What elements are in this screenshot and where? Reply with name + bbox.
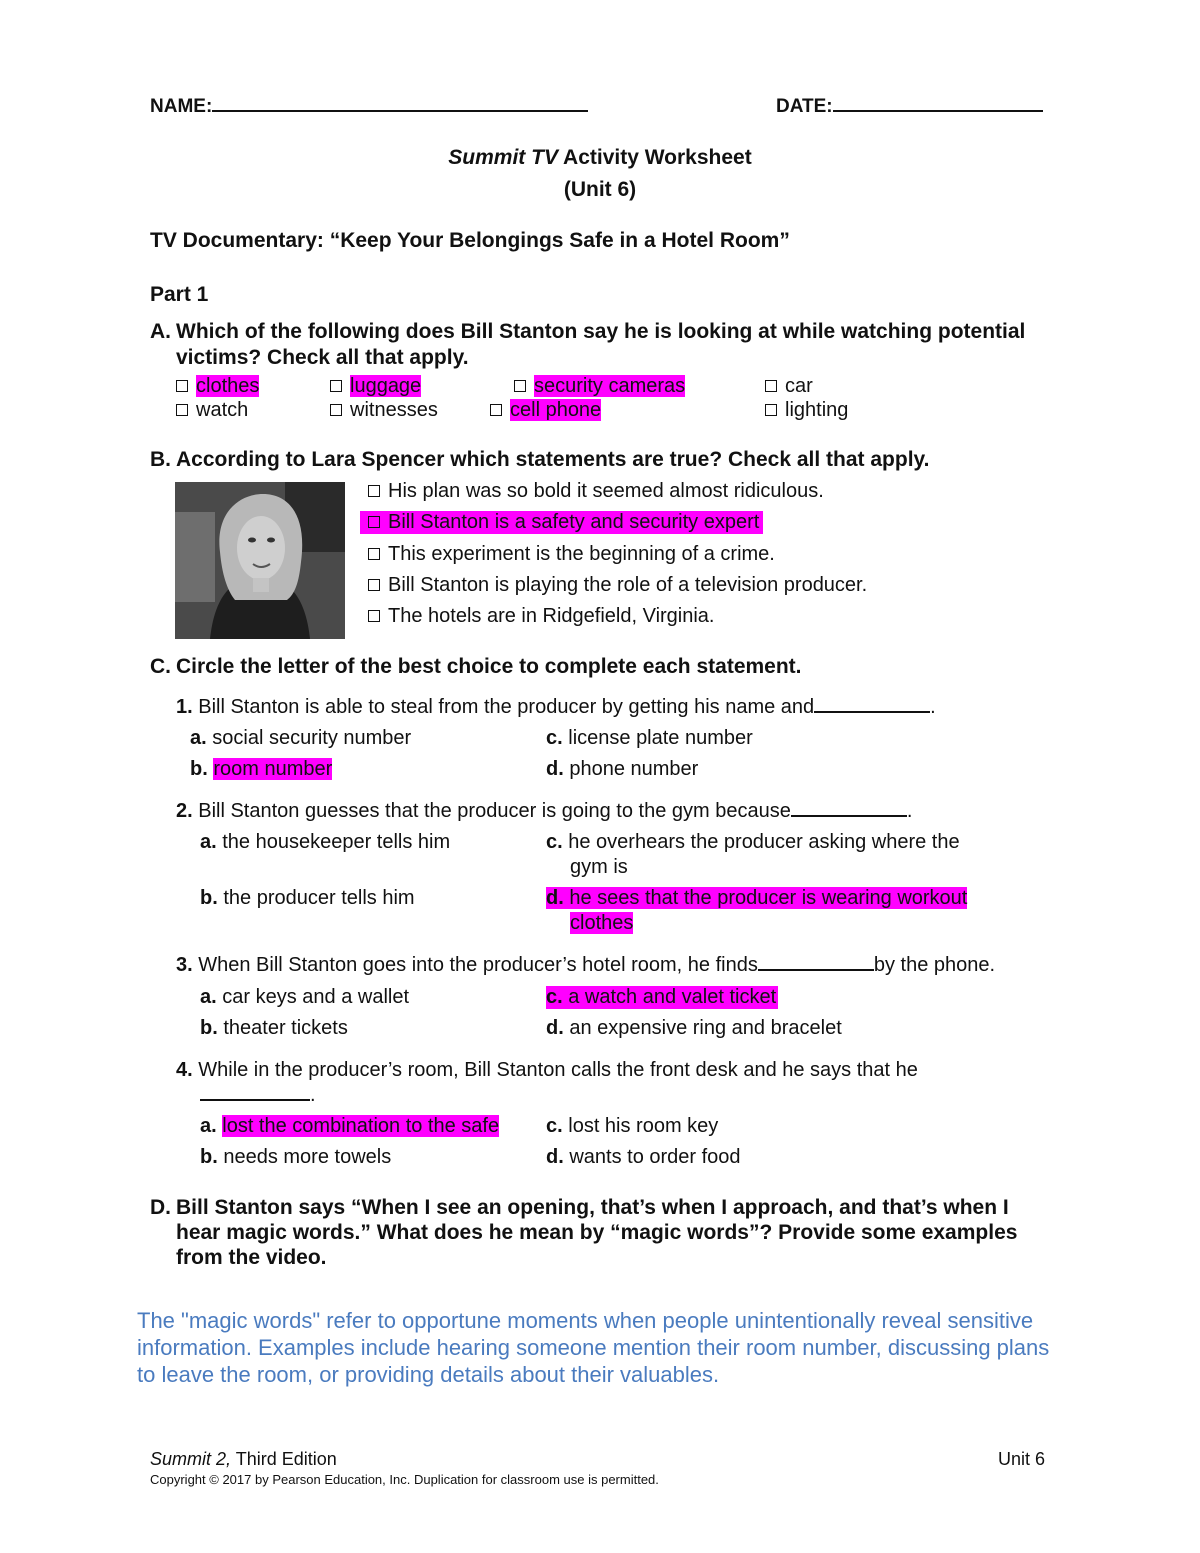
section-d-letter: D. (150, 1196, 171, 1219)
anchor-portrait-icon (175, 482, 345, 639)
checkbox-icon[interactable] (330, 404, 342, 416)
q2-option-d[interactable]: d. he sees that the producer is wearing workout (546, 887, 968, 909)
statement-4[interactable]: Bill Stanton is playing the role of a television producer. (368, 574, 867, 597)
section-a-question-line2: victims? Check all that apply. (176, 346, 469, 369)
section-d-question-line1: Bill Stanton says “When I see an opening, that’s when I approach, and that’s when I (176, 1196, 1009, 1219)
question-3: 3. When Bill Stanton goes into the producer’s hotel room, he finds by the phone. (176, 954, 996, 976)
option-car[interactable]: car (765, 375, 813, 398)
question-4-blank-line: . (200, 1084, 316, 1107)
q1-option-b[interactable]: b. room number (190, 758, 333, 780)
checkbox-icon[interactable] (368, 516, 380, 528)
date-blank[interactable] (833, 110, 1043, 112)
statement-1[interactable]: His plan was so bold it seemed almost ridiculous. (368, 480, 824, 503)
q3-option-b[interactable]: b. theater tickets (200, 1017, 348, 1039)
section-a-question-line1: Which of the following does Bill Stanton say he is looking at while watching potential (176, 320, 1026, 343)
q3-option-d[interactable]: d. an expensive ring and bracelet (546, 1017, 842, 1039)
checkbox-icon[interactable] (765, 380, 777, 392)
q2-option-a[interactable]: a. the housekeeper tells him (200, 831, 451, 853)
option-luggage[interactable]: luggage (330, 375, 421, 398)
q2-option-b[interactable]: b. the producer tells him (200, 887, 415, 909)
section-d-question-line3: from the video. (176, 1246, 327, 1269)
option-watch[interactable]: watch (176, 399, 248, 422)
checkbox-icon[interactable] (368, 579, 380, 591)
q4-option-a[interactable]: a. lost the combination to the safe (200, 1115, 500, 1137)
part-heading: Part 1 (150, 283, 209, 306)
statement-5[interactable]: The hotels are in Ridgefield, Virginia. (368, 605, 714, 628)
footer-copyright: Copyright © 2017 by Pearson Education, Inc. Duplication for classroom use is permitted. (150, 1472, 659, 1487)
section-b-letter: B. (150, 448, 171, 471)
footer-unit: Unit 6 (998, 1449, 1046, 1469)
checkbox-icon[interactable] (368, 485, 380, 497)
q2-option-c[interactable]: c. he overhears the producer asking where the (546, 831, 960, 853)
section-b-question: According to Lara Spencer which statements are true? Check all that apply. (176, 448, 930, 471)
page-title (0, 146, 1200, 170)
q1-option-c[interactable]: c. license plate number (546, 727, 753, 749)
news-anchor-photo (175, 482, 345, 639)
checkbox-icon[interactable] (368, 548, 380, 560)
date-field[interactable] (776, 96, 1043, 118)
section-a-letter: A. (150, 320, 171, 343)
unit-subtitle: (Unit 6) (563, 178, 637, 201)
q3-option-c[interactable]: c. a watch and valet ticket (546, 986, 777, 1008)
blank-3[interactable] (758, 969, 874, 971)
question-2: 2. Bill Stanton guesses that the producer is going to the gym because . (176, 800, 913, 822)
checkbox-icon[interactable] (330, 380, 342, 392)
name-blank[interactable] (212, 110, 588, 112)
blank-2[interactable] (791, 815, 907, 817)
title-italic: Summit TV (448, 146, 558, 169)
checkbox-icon[interactable] (765, 404, 777, 416)
q2-option-d-cont[interactable]: clothes (570, 912, 634, 934)
blank-1[interactable] (814, 711, 930, 713)
checkbox-icon[interactable] (490, 404, 502, 416)
option-security-cameras[interactable]: security cameras (514, 375, 685, 398)
option-witnesses[interactable]: witnesses (330, 399, 438, 422)
q1-option-a[interactable]: a. social security number (190, 727, 412, 749)
option-clothes[interactable]: clothes (176, 375, 259, 398)
name-field[interactable] (150, 96, 588, 118)
statement-3[interactable]: This experiment is the beginning of a crime. (368, 543, 775, 566)
footer-edition: Summit 2, Third Edition (150, 1449, 337, 1469)
checkbox-icon[interactable] (514, 380, 526, 392)
q1-option-d[interactable]: d. phone number (546, 758, 699, 780)
q4-option-d[interactable]: d. wants to order food (546, 1146, 741, 1168)
q4-option-b[interactable]: b. needs more towels (200, 1146, 392, 1168)
q4-option-c[interactable]: c. lost his room key (546, 1115, 719, 1137)
blank-4[interactable] (200, 1099, 310, 1101)
checkbox-icon[interactable] (176, 404, 188, 416)
question-1: 1. Bill Stanton is able to steal from the producer by getting his name and . (176, 696, 936, 718)
q2-option-c-cont[interactable]: gym is (570, 856, 628, 878)
section-d-question-line2: hear magic words.” What does he mean by “magic words”? Provide some examples (176, 1221, 1018, 1244)
documentary-title: TV Documentary: “Keep Your Belongings Safe in a Hotel Room” (150, 229, 790, 252)
title-rest: Activity Worksheet (557, 146, 752, 169)
checkbox-icon[interactable] (176, 380, 188, 392)
checkbox-icon[interactable] (368, 610, 380, 622)
answer-text[interactable]: The "magic words" refer to opportune moments when people unintentionally reveal sensitive information. Examples include hearing someone mention their room number, discussing plans to leave the room, or providing details about their valuables. (137, 1308, 1050, 1387)
question-4: 4. While in the producer’s room, Bill Stanton calls the front desk and he says that he (176, 1059, 918, 1081)
name-label: NAME: (150, 96, 213, 117)
q3-option-a[interactable]: a. car keys and a wallet (200, 986, 410, 1008)
date-label: DATE: (776, 96, 833, 117)
section-c-question: Circle the letter of the best choice to complete each statement. (176, 655, 802, 678)
option-lighting[interactable]: lighting (765, 399, 848, 422)
statement-2[interactable]: Bill Stanton is a safety and security expert (360, 511, 763, 534)
section-c-letter: C. (150, 655, 171, 678)
option-cell-phone[interactable]: cell phone (490, 399, 601, 422)
